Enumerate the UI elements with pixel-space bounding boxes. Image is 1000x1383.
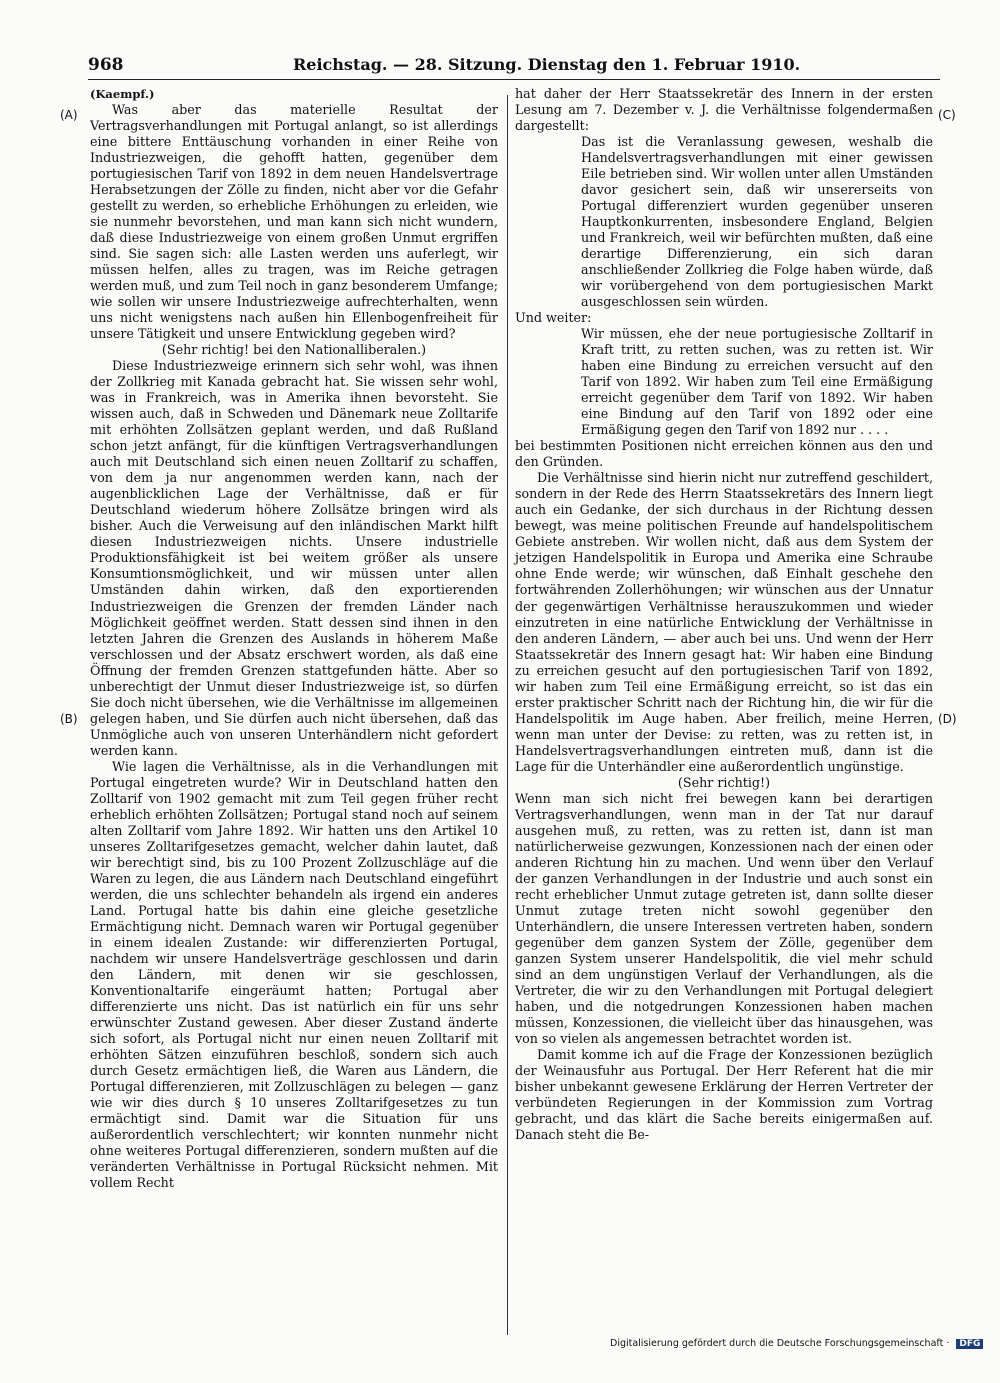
paragraph: Wie lagen die Verhältnisse, als in die Verhandlungen mit Portugal eingetreten wurde? Wir in Deutschland hatten den Zolltarif von 1902 gemacht mit zum Teil gegen früher recht erheblich erhöhten Zollsätzen; Portugal stand noch auf seinem alten Zolltarif vom Jahre 1892. Wir hatten uns den Artikel 10 unseres Zolltarifgesetzes gemacht, welcher dahin lautet, daß wir berechtigt sind, bis zu 100 Prozent Zollzuschläge auf die Waren zu legen, die aus Ländern nach Deutschland eingeführt werden, die uns schlechter behandeln als irgend ein anderes Land. Portugal hatte bis dahin eine gleiche gesetzliche Ermächtigung nicht. Demnach waren wir Portugal gegenüber in einem idealen Zustande: wir differenzierten Portugal, nachdem wir unsere Handelsverträge geschlossen und darin den Ländern, mit denen wir sie geschlossen, Konventionaltarife eingeräumt hatten; Portugal aber differenzierte uns nicht. Das ist natürlich ein für uns sehr erwünschter Zustand gewesen. Aber dieser Zustand änderte sich sofort, als Portugal nicht nur einen neuen Zolltarif mit erhöhten Sätzen einzuführen beschloß, sondern sich auch durch Gesetz ermächtigen ließ, die Waren aus Ländern, die Portugal differenzieren, mit Zollzuschlägen zu belegen — ganz wie wir dies durch § 10 unseres Zolltarifgesetzes zu tun ermächtigt sind. Damit war die Situation für uns außerordentlich verschlechtert; wir konnten nunmehr nicht ohne weiteres Portugal differenzieren, sondern mußten auf die veränderten Verhältnisse in Portugal Rücksicht nehmen. Mit vollem Recht bbox=[90, 758, 498, 1191]
margin-mark-d: (D) bbox=[938, 712, 957, 726]
paragraph: hat daher der Herr Staatssekretär des Innern in der ersten Lesung am 7. Dezember v. J. die Verhältnisse folgendermaßen dargestellt: bbox=[515, 86, 933, 134]
paragraph: Und weiter: bbox=[515, 310, 592, 326]
left-column bbox=[90, 86, 498, 1191]
margin-mark-b: (B) bbox=[60, 712, 78, 726]
paragraph: Damit komme ich auf die Frage der Konzessionen bezüglich der Weinausfuhr aus Portugal. Der Herr Referent hat die mir bisher unbekannt gewesene Erklärung der Herren Vertreter der verbündeten Regierungen in der Kommission zum Vortrag gebracht, und das klärt die Sache bereits einigermaßen auf. Danach steht die Be- bbox=[515, 1046, 933, 1143]
paragraph: Wenn man sich nicht frei bewegen kann bei derartigen Vertragsverhandlungen, wenn man in der Tat nur darauf ausgehen muß, zu retten, was zu retten ist, dann ist man natürlicherweise gezwungen, Konzessionen nach der einen oder anderen Richtung hin zu machen. Und wenn über den Verlauf der ganzen Verhandlungen in der Industrie und auch sonst ein recht erheblicher Unmut zutage getreten ist, dann sollte dieser Unmut zutage treten nicht sowohl gegenüber den Unterhändlern, die unsere Interessen vertreten haben, sondern gegenüber dem ganzen System der Zölle, gegenüber dem ganzen System unserer Handelspolitik, die viel mehr schuld sind an dem ungünstigen Verlauf der Verhandlungen, als die Vertreter, die wir zu den Verhandlungen mit Portugal delegiert haben, und die notgedrungen Konzessionen haben machen müssen, Konzessionen, die vielleicht über das hinausgehen, was von so vielen als angemessen betrachtet worden ist. bbox=[515, 790, 933, 1046]
footer-text: Digitalisierung gefördert durch die Deutsche Forschungsgemeinschaft · bbox=[610, 1338, 950, 1349]
margin-mark-c: (C) bbox=[938, 108, 956, 122]
page-header bbox=[88, 53, 938, 79]
paragraph: Was aber das materielle Resultat der Vertragsverhandlungen mit Portugal anlangt, so ist allerdings eine bittere Enttäuschung vorhanden in einer Reihe von Industriezweigen, die gehofft hatten, gegenüber dem portugiesischen Tarif von 1892 in dem neuen Handelsvertrage Herabsetzungen der Zölle zu finden, nicht aber vor die Gefahr gestellt zu werden, so erhebliche Erhöhungen zu erleiden, wie sie nunmehr bevorstehen, und man kann sich nicht wundern, daß diese Industriezweige von einem großen Unmut ergriffen sind. Sie sagen sich: alle Lasten werden uns auferlegt, wir müssen helfen, alles zu tragen, was im Reiche getragen werden muß, und zum Teil noch in ganz besonderem Umfange; wie sollen wir unsere Industriezweige aufrechterhalten, wenn uns nicht wenigstens nach außen hin Ellenbogenfreiheit für unsere Tätigkeit und unsere Entwicklung gegeben wird? bbox=[90, 102, 498, 342]
column-divider bbox=[507, 95, 508, 1335]
interjection: (Sehr richtig! bei den Nationalliberalen.) bbox=[161, 342, 427, 358]
header-rule bbox=[88, 79, 940, 80]
footer-credit bbox=[610, 1338, 990, 1349]
paragraph: Die Verhältnisse sind hierin nicht nur zutreffend geschildert, sondern in der Rede des Herrn Staatssekretärs des Innern liegt auch ein Gedanke, der sich durchaus in der Richtung dessen bewegt, was meine politischen Freunde auf handelspolitischem Gebiete anstreben. Wir wollen nicht, daß aus dem System der jetzigen Handelspolitik in Europa und Amerika eine Schraube ohne Ende werde; wir wünschen, daß Einhalt geschehe den fortwährenden Zollerhöhungen; wir wünschen aus der Unnatur der gegenwärtigen Verhältnisse herauszukommen und wieder einzutreten in eine natürliche Entwicklung der Verhältnisse in den anderen Ländern, — aber auch bei uns. Und wenn der Herr Staatssekretär des Innern gesagt hat: Wir haben eine Bindung zu erreichen gesucht auf den portugiesischen Tarif von 1892, wir haben zum Teil eine Ermäßigung erreicht, so ist das ein erster praktischer Schritt nach der Richtung hin, die wir für die Handelspolitik im Auge haben. Aber freilich, meine Herren, wenn man unter der Devise: zu retten, was zu retten ist, in Handelsvertragsverhandlungen eintreten muß, dann ist die Lage für die Unterhändler eine außerordentlich ungünstige. bbox=[515, 470, 933, 774]
block-quote: Wir müssen, ehe der neue portugiesische Zolltarif in Kraft tritt, zu retten suchen, was zu retten ist. Wir haben eine Bindung zu erreichen versucht auf den Tarif von 1892. Wir haben zum Teil eine Ermäßigung erreicht gegenüber dem Tarif von 1892. Wir haben eine Bindung auf den Tarif von 1892 oder eine Ermäßigung gegen den Tarif von 1892 nur . . . . bbox=[581, 326, 933, 438]
page-number: 968 bbox=[88, 55, 124, 75]
margin-mark-a: (A) bbox=[60, 108, 78, 122]
paragraph: Diese Industriezweige erinnern sich sehr wohl, was ihnen der Zollkrieg mit Kanada gebracht hat. Sie wissen sehr wohl, was in Frankreich, was in Amerika ihnen bevorsteht. Sie wissen auch, daß in Schweden und Dänemark neue Zolltarife mit erhöhten Zollsätzen geplant werden, und daß Rußland schon jetzt anfängt, für die künftigen Vertragsverhandlungen auch mit Deutschland sich einen neuen Zolltarif zu schaffen, von dem ja nur angenommen werden kann, nach der augenblicklichen Lage der Verhältnisse, daß er für Deutschland wiederum höhere Zollsätze bringen wird als bisher. Auch die Verweisung auf den inländischen Markt hilft diesen Industriezweigen nichts. Unsere industrielle Produktionsfähigkeit ist bei weitem größer als unsere Konsumtionsmöglichkeit, und wir müssen unter allen Umständen dahin wirken, daß den exportierenden Industriezweigen die Grenzen der fremden Länder nach Möglichkeit geöffnet werden. Statt dessen sind ihnen in den letzten Jahren die Grenzen des Auslands in höherem Maße verschlossen und der Absatz erschwert worden, als daß eine Öffnung der fremden Grenzen stattgefunden hätte. Aber so unberechtigt der Unmut dieser Industriezweige ist, so dürfen Sie doch nicht übersehen, wie die Verhältnisse im allgemeinen gelegen haben, und Sie dürfen auch nicht übersehen, daß das Unmögliche auch von unseren Unterhändlern nicht gefordert werden kann. bbox=[90, 358, 498, 758]
speaker-label: (Kaempf.) bbox=[90, 87, 155, 101]
block-quote: Das ist die Veranlassung gewesen, weshalb die Handelsvertragsverhandlungen mit einer gewissen Eile betrieben sind. Wir wollen unter allen Umständen davor gesichert sein, daß wir unsererseits von Portugal differenziert wurden gegenüber unseren Hauptkonkurrenten, insbesondere England, Belgien und Frankreich, weil wir befürchten mußten, daß eine derartige Differenzierung, ein sich daran anschließender Zollkrieg die Folge haben würde, daß wir vorübergehend von dem portugiesischen Markt ausgeschlossen sein würden. bbox=[581, 134, 933, 310]
running-title: Reichstag. — 28. Sitzung. Dienstag den 1. Februar 1910. bbox=[293, 55, 801, 74]
paragraph: bei bestimmten Positionen nicht erreichen können aus den und den Gründen. bbox=[515, 438, 933, 470]
interjection: (Sehr richtig!) bbox=[677, 774, 771, 790]
right-column bbox=[515, 86, 933, 1143]
dfg-logo: DFG bbox=[956, 1339, 983, 1349]
